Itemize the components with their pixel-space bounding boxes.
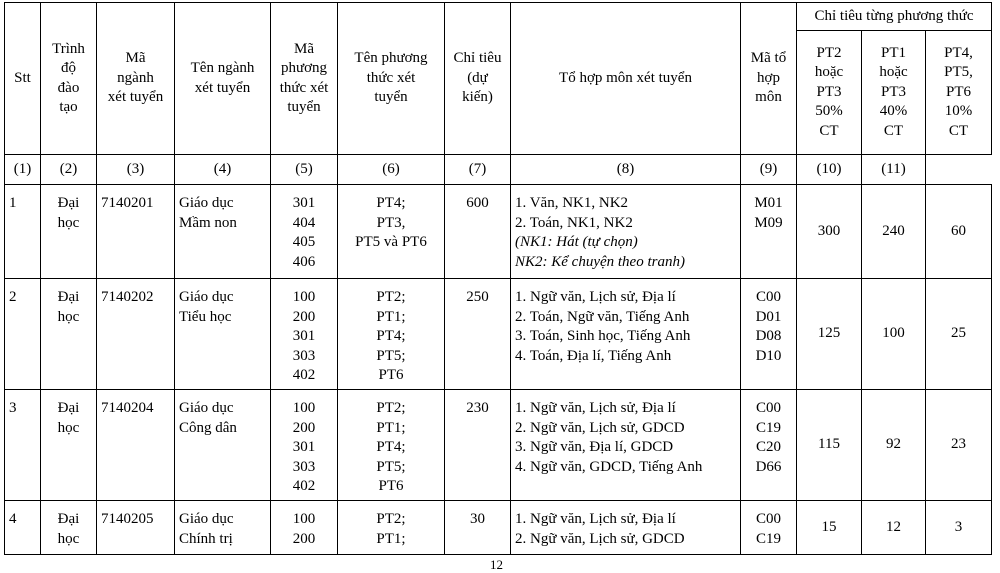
cell-ma-to-hop: M01 M09 — [741, 185, 797, 279]
cell-chi-tieu: 230 — [445, 390, 511, 501]
header-stt: Stt — [5, 3, 41, 155]
to-hop-list: 1. Văn, NK1, NK2 2. Toán, NK1, NK2 — [515, 195, 633, 231]
cell-trinh-do: Đại học — [41, 185, 97, 279]
header-trinh-do: Trình độ đào tạo — [41, 3, 97, 155]
header-pt4: PT4, PT5, PT6 10% CT — [926, 31, 992, 155]
cell-pt2: 15 — [797, 501, 862, 555]
admission-table — [4, 2, 992, 555]
col-number: (3) — [97, 155, 175, 185]
cell-trinh-do: Đại học — [41, 501, 97, 555]
cell-ma-to-hop: C00 C19 — [741, 501, 797, 555]
cell-chi-tieu: 30 — [445, 501, 511, 555]
cell-ten-phuong-thuc: PT2; PT1; PT4; PT5; PT6 — [338, 390, 445, 501]
table-row — [5, 390, 992, 501]
col-number: (5) — [271, 155, 338, 185]
col-number: (2) — [41, 155, 97, 185]
col-number: (9) — [741, 155, 797, 185]
cell-chi-tieu: 250 — [445, 279, 511, 390]
cell-stt: 2 — [5, 279, 41, 390]
header-ma-to-hop: Mã tổ hợp môn — [741, 3, 797, 155]
header-to-hop: Tổ hợp môn xét tuyển — [511, 3, 741, 155]
col-number: (6) — [338, 155, 445, 185]
cell-ten-phuong-thuc: PT4; PT3, PT5 và PT6 — [338, 185, 445, 279]
cell-ma-nganh: 7140202 — [97, 279, 175, 390]
cell-pt4: 25 — [926, 279, 992, 390]
header-ten-phuong-thuc: Tên phương thức xét tuyển — [338, 3, 445, 155]
column-number-row — [5, 155, 992, 185]
cell-pt4: 3 — [926, 501, 992, 555]
cell-pt2: 125 — [797, 279, 862, 390]
header-ma-nganh: Mã ngành xét tuyển — [97, 3, 175, 155]
cell-pt2: 300 — [797, 185, 862, 279]
page-number: 12 — [490, 557, 503, 572]
col-number: (1) — [5, 155, 41, 185]
cell-pt4: 23 — [926, 390, 992, 501]
table-row — [5, 185, 992, 279]
to-hop-note: (NK1: Hát (tự chọn) NK2: Kể chuyện theo tranh) — [515, 234, 685, 270]
cell-to-hop — [511, 185, 741, 279]
cell-pt2: 115 — [797, 390, 862, 501]
cell-ten-nganh: Giáo dục Công dân — [175, 390, 271, 501]
col-number: (11) — [862, 155, 926, 185]
col-number: (4) — [175, 155, 271, 185]
table-row — [5, 279, 992, 390]
cell-ten-nganh: Giáo dục Chính trị — [175, 501, 271, 555]
cell-ma-nganh: 7140204 — [97, 390, 175, 501]
col-number: (7) — [445, 155, 511, 185]
cell-pt1: 240 — [862, 185, 926, 279]
header-ma-phuong-thuc: Mã phương thức xét tuyển — [271, 3, 338, 155]
cell-stt: 3 — [5, 390, 41, 501]
cell-trinh-do: Đại học — [41, 279, 97, 390]
header-pt2: PT2 hoặc PT3 50% CT — [797, 31, 862, 155]
cell-ma-phuong-thuc: 301 404 405 406 — [271, 185, 338, 279]
cell-ma-phuong-thuc: 100 200 301 303 402 — [271, 279, 338, 390]
cell-to-hop: 1. Ngữ văn, Lịch sử, Địa lí 2. Toán, Ngữ văn, Tiếng Anh 3. Toán, Sinh học, Tiếng Anh 4. Toán, Địa lí, Tiếng Anh — [511, 279, 741, 390]
col-number: (10) — [797, 155, 862, 185]
cell-ten-phuong-thuc: PT2; PT1; PT4; PT5; PT6 — [338, 279, 445, 390]
header-pt1: PT1 hoặc PT3 40% CT — [862, 31, 926, 155]
header-chi-tieu: Chỉ tiêu (dự kiến) — [445, 3, 511, 155]
cell-chi-tieu: 600 — [445, 185, 511, 279]
cell-ma-to-hop: C00 C19 C20 D66 — [741, 390, 797, 501]
cell-trinh-do: Đại học — [41, 390, 97, 501]
header-row-1 — [5, 3, 992, 31]
cell-ma-phuong-thuc: 100 200 301 303 402 — [271, 390, 338, 501]
cell-stt: 1 — [5, 185, 41, 279]
table-row — [5, 501, 992, 555]
cell-pt1: 92 — [862, 390, 926, 501]
cell-ten-phuong-thuc: PT2; PT1; — [338, 501, 445, 555]
header-ten-nganh: Tên ngành xét tuyển — [175, 3, 271, 155]
col-number: (8) — [511, 155, 741, 185]
cell-ten-nganh: Giáo dục Tiểu học — [175, 279, 271, 390]
cell-to-hop: 1. Ngữ văn, Lịch sử, Địa lí 2. Ngữ văn, Lịch sử, GDCD — [511, 501, 741, 555]
cell-ma-nganh: 7140201 — [97, 185, 175, 279]
cell-ten-nganh: Giáo dục Mầm non — [175, 185, 271, 279]
cell-stt: 4 — [5, 501, 41, 555]
cell-ma-to-hop: C00 D01 D08 D10 — [741, 279, 797, 390]
cell-to-hop: 1. Ngữ văn, Lịch sử, Địa lí 2. Ngữ văn, Lịch sử, GDCD 3. Ngữ văn, Địa lí, GDCD 4. Ngữ văn, GDCD, Tiếng Anh — [511, 390, 741, 501]
cell-pt1: 12 — [862, 501, 926, 555]
cell-pt1: 100 — [862, 279, 926, 390]
cell-pt4: 60 — [926, 185, 992, 279]
header-chi-tieu-group: Chỉ tiêu từng phương thức — [797, 3, 992, 31]
cell-ma-nganh: 7140205 — [97, 501, 175, 555]
cell-ma-phuong-thuc: 100 200 — [271, 501, 338, 555]
